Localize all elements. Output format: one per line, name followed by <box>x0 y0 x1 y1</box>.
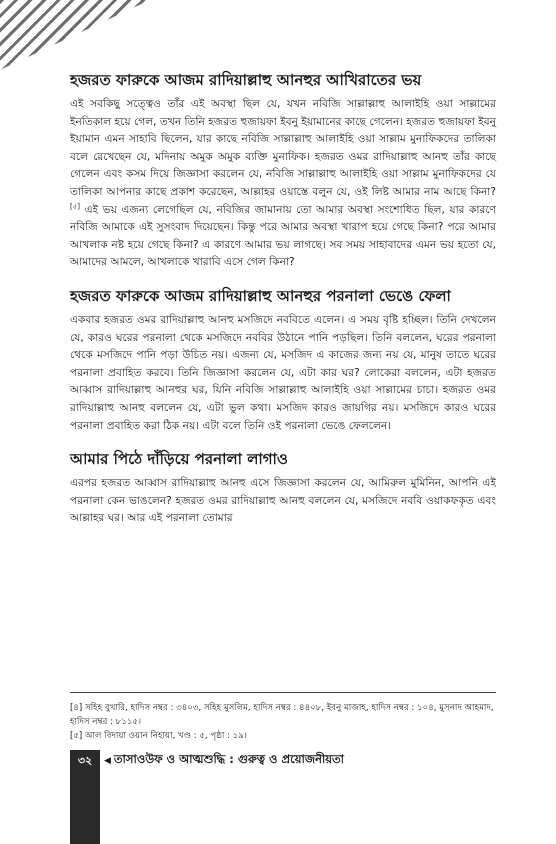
section-paragraph-fear-of-akhirat <box>70 96 496 272</box>
paragraph-text: এই ভয় এজন্য লেগেছিল যে, নবিজির জামানায় তো আমার অবস্থা সংশোধিত ছিল, যার কারণে নবিজি আমাকে এই সুসংবাদ দিয়েছেন। কিন্তু পরে আমার অবস্থা খারাপ হয়ে গেছে কিনা? পরে আমার আখলাক নষ্ট হয়ে গেছে কিনা? এ কারণে আমার ভয় লাগছে। সব সময় সাহাবাদের এমন ভয় হতো যে, আমাদের আমলে, আখলাকে খারাবি এসে গেল কিনা? <box>70 203 496 269</box>
corner-stripes <box>0 0 150 70</box>
section-paragraph-stand-on-my-back: এরপর হজরত আব্বাস রাদিয়াল্লাহু আনহু এসে জিজ্ঞাসা করলেন যে, আমিরুল মুমিনিন, আপনি এই পরনালা কেন ভাঙলেন? হজরত ওমর রাদিয়াল্লাহু আনহু বললেন যে, মসজিদে নববি ওয়াকফকৃত এবং আল্লাহর ঘর। আর এই পরনালা তোমার <box>70 477 496 525</box>
footnote-ref[interactable]: [৫] <box>70 202 81 211</box>
footnotes <box>70 692 496 743</box>
page-content <box>70 70 496 528</box>
section-heading-stand-on-my-back: আমার পিঠে দাঁড়িয়ে পরনালা লাগাও <box>70 450 288 469</box>
triangle-left-icon: ◀ <box>104 756 111 766</box>
footnote-5: [৫] আল বিদায়া ওয়ান নিহায়া, খণ্ড : ৫, পৃষ্ঠা : ১৯। <box>70 731 247 741</box>
running-footer <box>104 751 344 770</box>
book-title: তাসাওউফ ও আত্মশুদ্ধি : গুরুত্ব ও প্রয়োজনীয়তা <box>113 752 345 766</box>
footnote-4: [৪] সহিহ বুখারি, হাদিস নম্বর : ৩৪০৩, সহিহ মুসলিম, হাদিস নম্বর : ৪৪০৮, ইবনু মাজাহ, হাদিস নম্বর : ১০৪, মুসনাদ আহমাদ, হাদিস নম্বর : ৮১১৫। <box>70 703 494 727</box>
section-heading-fear-of-akhirat: হজরত ফারুকে আজম রাদিয়াল্লাহু আনহুর আখিরাতের ভয় <box>70 71 422 89</box>
section-paragraph-breaking-drain: একবার হজরত ওমর রাদিয়াল্লাহু আনহু মসজিদে নববিতে এলেন। এ সময় বৃষ্টি হচ্ছিল। তিনি দেখলেন যে, কারও ঘরের পরনালা থেকে মসজিদে নববির উঠানে পানি পড়ছিল। তিনি বললেন, ঘরের পরনালা থেকে মসজিদে পানি পড়া উচিত নয়। এজন্য যে, মসজিদ এ কাজের জন্য নয় যে, মানুষ তাতে ঘরের পরনালা প্রবাহিত করবে। তিনি জিজ্ঞাসা করলেন যে, এটা কার ঘর? লোকেরা বললেন, এটা হজরত আব্বাস রাদিয়াল্লাহু আনহুর ঘর, যিনি নবিজি সাল্লাল্লাহু আলাইহি ওয়া সাল্লামের চাচা। হজরত ওমর রাদিয়াল্লাহু আনহু বললেন যে, এটা ভুল কথা। মসজিদ কারও জায়গির নয়। মসজিদে কারও ঘরের পরনালা প্রবাহিত করা ঠিক নয়। এটা বলে তিনি ওই পরনালা ভেঙে ফেললেন। <box>70 313 496 432</box>
section-heading-breaking-drain: হজরত ফারুকে আজম রাদিয়াল্লাহু আনহুর পরনালা ভেঙে ফেলা <box>70 286 451 305</box>
paragraph-text: এই সবকিছু সত্ত্বেও তাঁর এই অবস্থা ছিল যে, যখন নবিজি সাল্লাল্লাহু আলাইহি ওয়া সাল্লামের ইনতিকাল হয়ে গেল, তখন তিনি হজরত হুজায়ফা ইবনু ইয়ামানের কাছে গেলেন। হজরত হুজায়ফা ইবনু ইয়ামান এমন সাহাবি ছিলেন, যার কাছে নবিজি সাল্লাল্লাহু আলাইহি ওয়া সাল্লাম মুনাফিকদের তালিকা বলে রেখেছেন যে, মদিনায় অমুক অমুক ব্যক্তি মুনাফিক। হজরত ওমর রাদিয়াল্লাহু আনহু তাঁর কাছে গেলেন এবং কসম দিয়ে জিজ্ঞাসা করলেন যে, নবিজি সাল্লাল্লাহু আলাইহি ওয়া সাল্লাম মুনাফিকদের যে তালিকা আপনার কাছে প্রকাশ করেছেন, আল্লাহর ওয়াস্তে বলুন যে, ওই লিষ্ট আমার নাম আছে কিনা? <box>70 98 496 198</box>
page-number: ৩২ <box>77 754 93 767</box>
